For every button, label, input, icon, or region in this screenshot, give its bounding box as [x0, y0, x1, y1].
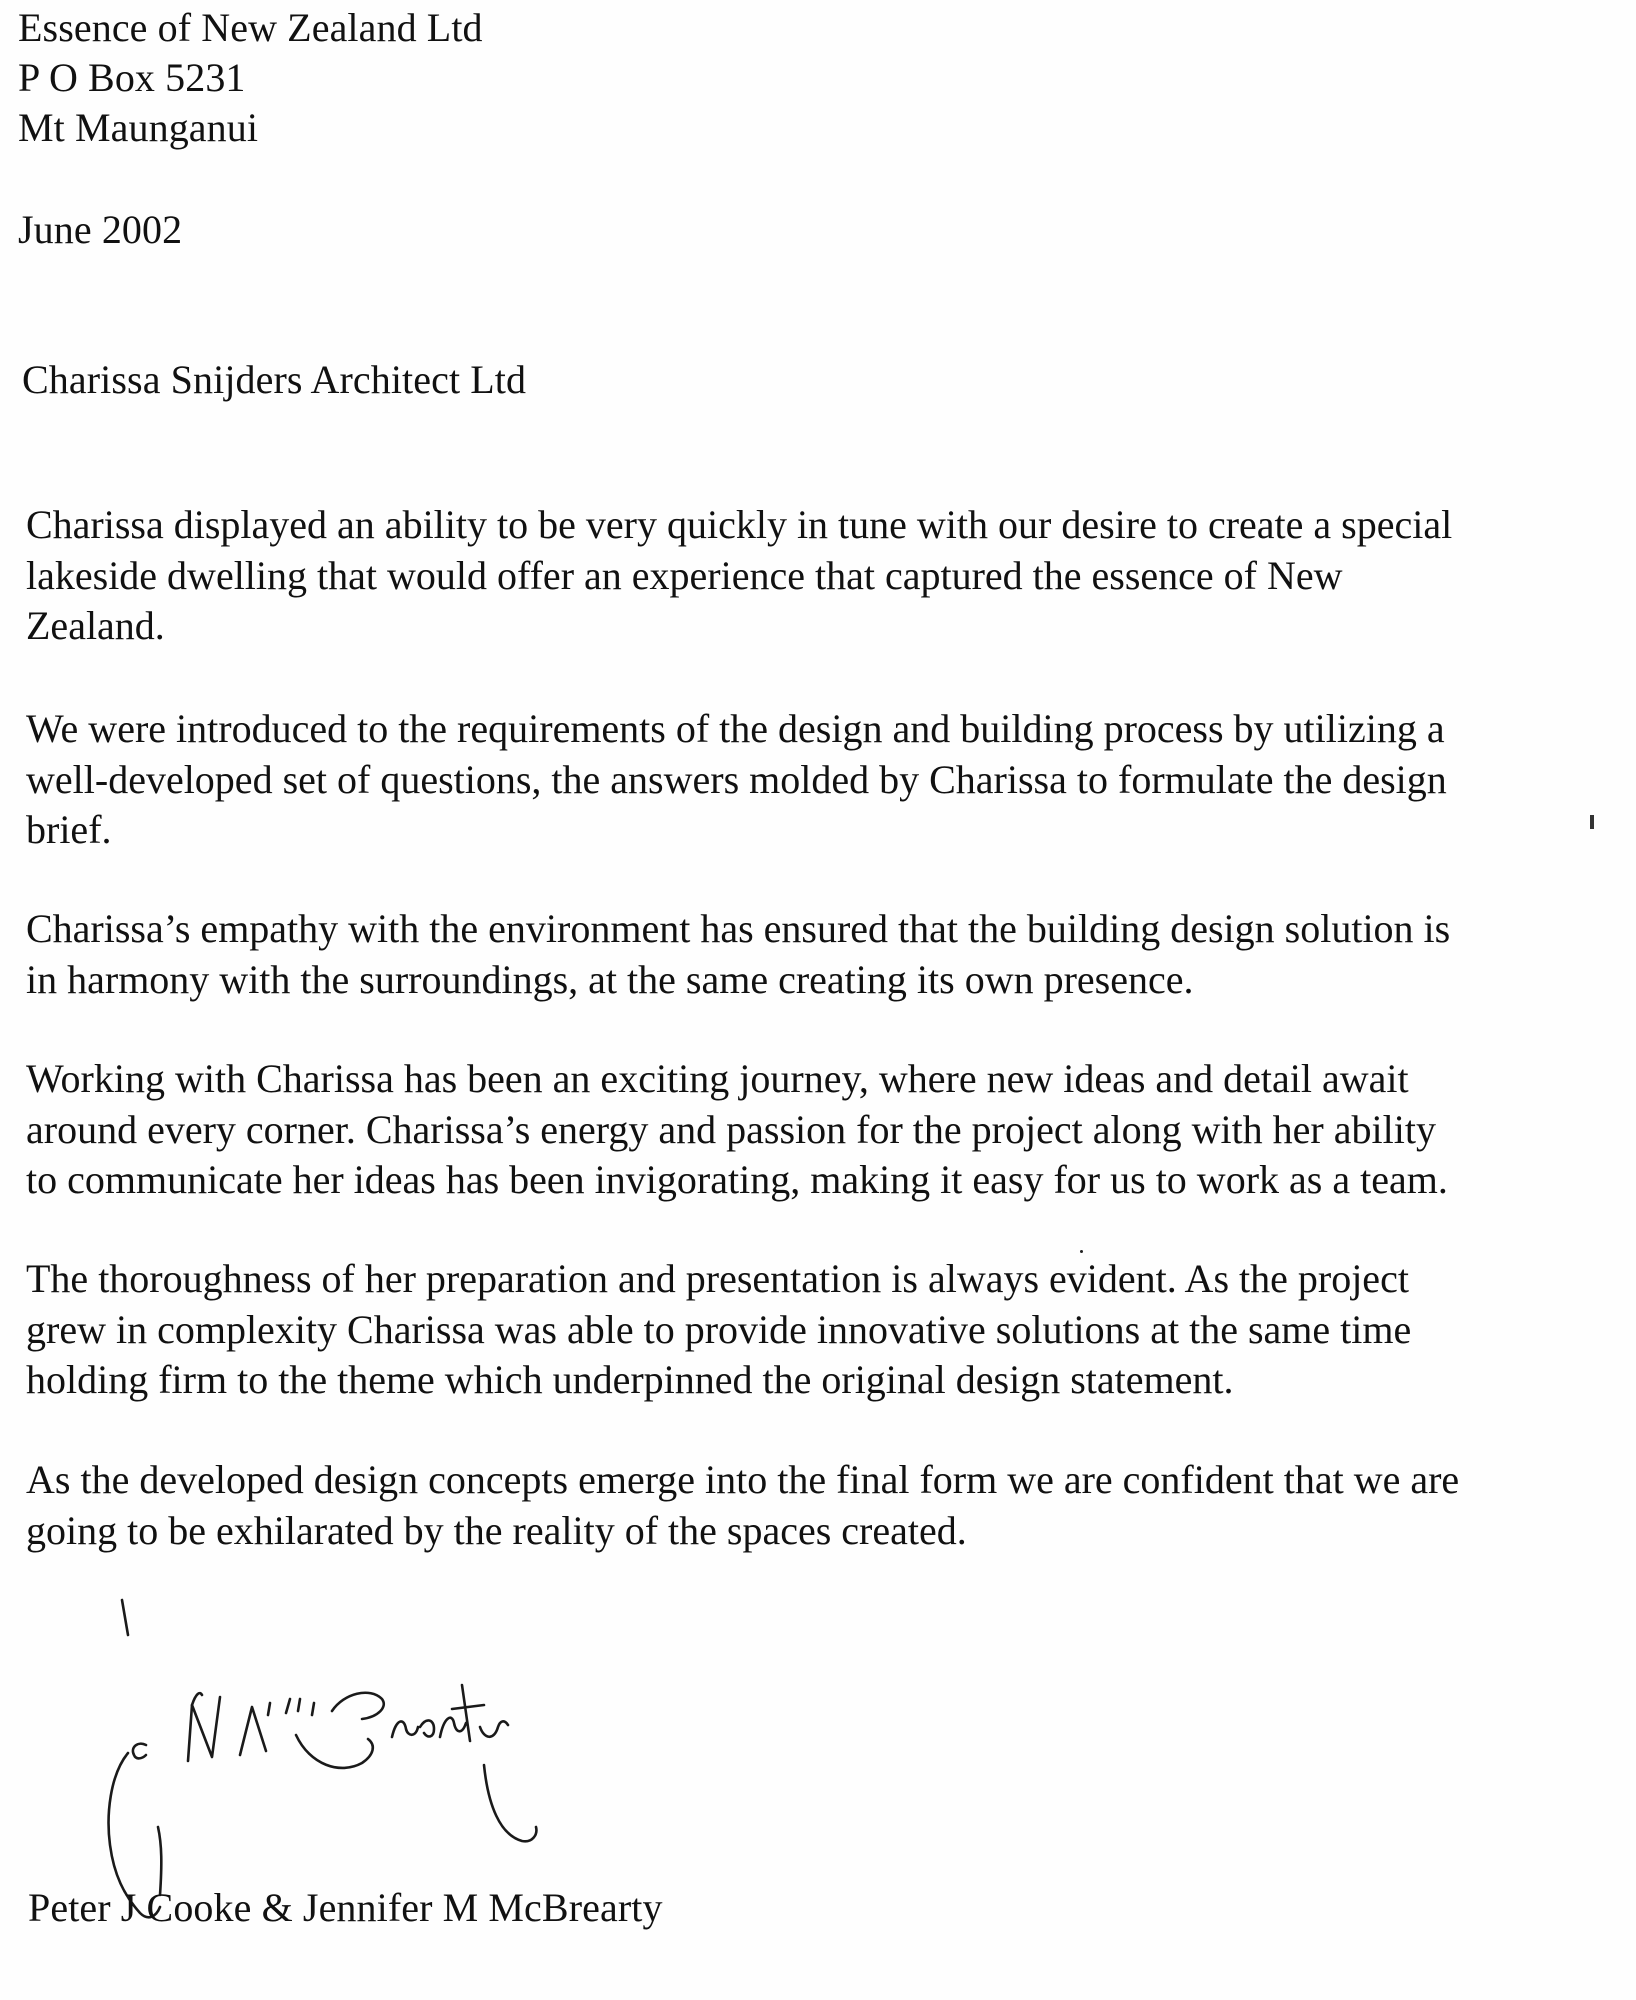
paragraph-line: Charissa’s empathy with the environment has ensured that the building design solution is [26, 906, 1451, 951]
sender-town: Mt Maunganui [18, 105, 259, 150]
paragraph-line: well-developed set of questions, the answers molded by Charissa to formulate the design [26, 756, 1447, 802]
letter-date: June 2002 [18, 207, 183, 252]
paragraph-line: Working with Charissa has been an exciting journey, where new ideas and detail await [26, 1056, 1409, 1101]
paragraph-6 [26, 1455, 1616, 1556]
scan-mark [1590, 815, 1594, 829]
paragraph-line: going to be exhilarated by the reality of the spaces created. [26, 1507, 967, 1553]
paragraph-2 [26, 704, 1616, 856]
paragraph-line: grew in complexity Charissa was able to provide innovative solutions at the same time [26, 1306, 1412, 1352]
paragraph-line: The thoroughness of her preparation and presentation is always evident. As the project [26, 1256, 1409, 1301]
paragraph-line: As the developed design concepts emerge into the final form we are confident that we are [26, 1457, 1460, 1502]
paragraph-line: around every corner. Charissa’s energy and passion for the project along with her ability [26, 1106, 1436, 1152]
signatories: Peter J Cooke & Jennifer M McBrearty [28, 1885, 663, 1930]
paragraph-3 [26, 904, 1616, 1005]
paragraph-line: in harmony with the surroundings, at the same creating its own presence. [26, 956, 1194, 1002]
paragraph-line: brief. [26, 807, 112, 852]
paragraph-line: to communicate her ideas has been invigorating, making it easy for us to work as a team. [26, 1157, 1448, 1202]
paragraph-line: holding firm to the theme which underpinned the original design statement. [26, 1357, 1234, 1402]
sender-company: Essence of New Zealand Ltd [18, 5, 483, 50]
handwritten-signature [100, 1595, 620, 1925]
paragraph-line: Zealand. [26, 603, 165, 648]
recipient: Charissa Snijders Architect Ltd [22, 357, 527, 402]
paragraph-line: Charissa displayed an ability to be very quickly in tune with our desire to create a special [26, 502, 1453, 547]
paragraph-4 [26, 1054, 1616, 1206]
paragraph-line: We were introduced to the requirements of the design and building process by utilizing a [26, 706, 1445, 751]
paragraph-1 [26, 500, 1616, 652]
sender-po-box: P O Box 5231 [18, 55, 246, 100]
paragraph-line: lakeside dwelling that would offer an experience that captured the essence of New [26, 552, 1343, 598]
scan-speck [1080, 1250, 1083, 1253]
paragraph-5 [26, 1254, 1616, 1406]
